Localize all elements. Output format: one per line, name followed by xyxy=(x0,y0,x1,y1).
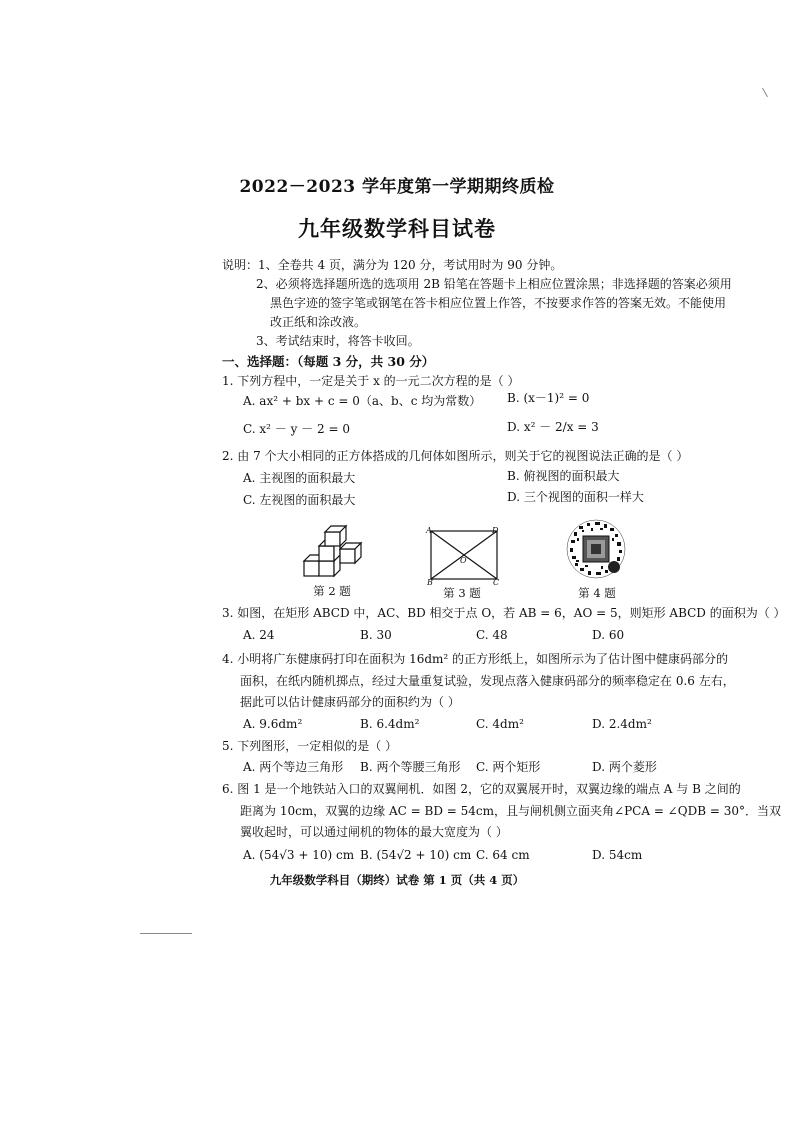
q2-option-d: D. 三个视图的面积一样大 xyxy=(507,490,644,504)
figure4-caption: 第 4 题 xyxy=(578,586,616,600)
q6-line-2: 距离为 10cm，双翼的边缘 AC = BD = 54cm，且与闸机侧立面夹角∠PCA = ∠QDB = 30°．当双 xyxy=(240,804,781,818)
q6-option-a: A. (54√3 + 10) cm xyxy=(243,848,355,862)
q2-option-c: C. 左视图的面积最大 xyxy=(243,493,356,507)
q4-option-b: B. 6.4dm² xyxy=(360,717,420,731)
q1-option-d: D. x² － 2/x = 3 xyxy=(507,420,599,434)
q2-option-a: A. 主视图的面积最大 xyxy=(243,471,356,485)
q5-option-c: C. 两个矩形 xyxy=(476,760,541,774)
q3-stem: 3. 如图，在矩形 ABCD 中，AC、BD 相交于点 O，若 AB = 6，AO = 5，则矩形 ABCD 的面积为（ ） xyxy=(222,606,786,620)
rect-label-a: A xyxy=(426,526,432,535)
q4-line-2: 面积，在纸内随机掷点，经过大量重复试验，发现点落入健康码部分的频率稳定在 0.6 左右， xyxy=(240,674,735,688)
figure3-caption: 第 3 题 xyxy=(443,586,481,600)
note-line-1: 说明：1、全卷共 4 页，满分为 120 分，考试用时为 90 分钟。 xyxy=(222,258,563,272)
q5-option-a: A. 两个等边三角形 xyxy=(243,760,344,774)
q1-option-a: A. ax² + bx + c = 0（a、b、c 均为常数） xyxy=(243,394,482,408)
note-line-4: 改正纸和涂改液。 xyxy=(270,315,367,329)
health-code-figure xyxy=(565,518,627,580)
cube-solid-figure xyxy=(296,523,376,579)
q3-option-c: C. 48 xyxy=(476,628,508,642)
q3-option-b: B. 30 xyxy=(360,628,392,642)
section-heading: 一、选择题：（每题 3 分，共 30 分） xyxy=(222,354,435,369)
q6-line-3: 翼收起时，可以通过闸机的物体的最大宽度为（ ） xyxy=(240,825,508,839)
q4-option-d: D. 2.4dm² xyxy=(592,717,652,731)
q4-line-3: 据此可以估计健康码部分的面积约为（ ） xyxy=(240,695,460,709)
exam-title-line2: 九年级数学科目试卷 xyxy=(298,216,496,241)
q1-stem: 1. 下列方程中，一定是关于 x 的一元二次方程的是（ ） xyxy=(222,374,520,388)
rect-label-d: D xyxy=(492,526,499,535)
q4-option-c: C. 4dm² xyxy=(476,717,524,731)
scan-mark xyxy=(140,933,192,934)
q3-option-a: A. 24 xyxy=(243,628,275,642)
q6-option-d: D. 54cm xyxy=(592,848,643,862)
rect-label-o: O xyxy=(460,556,467,565)
q5-option-b: B. 两个等腰三角形 xyxy=(360,760,461,774)
q2-option-b: B. 俯视图的面积最大 xyxy=(507,469,620,483)
page-footer: 九年级数学科目（期终）试卷 第 1 页（共 4 页） xyxy=(269,873,525,887)
q6-line-1: 6. 图 1 是一个地铁站入口的双翼闸机．如图 2，它的双翼展开时，双翼边缘的端点 A 与 B 之间的 xyxy=(222,782,741,796)
q6-option-b: B. (54√2 + 10) cm xyxy=(360,848,472,862)
note-line-3: 黑色字迹的签字笔或钢笔在答卡相应位置上作答，不按要求作答的答案无效。不能使用 xyxy=(270,296,727,310)
note-line-2: 2、必须将选择题所选的选项用 2B 铅笔在答题卡上相应位置涂黑；非选择题的答案必须用 xyxy=(256,277,732,291)
q2-stem: 2. 由 7 个大小相同的正方体搭成的几何体如图所示，则关于它的视图说法正确的是（ ） xyxy=(222,449,689,463)
q6-option-c: C. 64 cm xyxy=(476,848,530,862)
q3-option-d: D. 60 xyxy=(592,628,625,642)
q1-option-c: C. x² － y － 2 = 0 xyxy=(243,422,350,436)
q4-option-a: A. 9.6dm² xyxy=(243,717,303,731)
scan-mark xyxy=(762,88,768,97)
q5-option-d: D. 两个菱形 xyxy=(592,760,657,774)
figure2-caption: 第 2 题 xyxy=(313,584,351,598)
rect-label-b: B xyxy=(427,578,433,587)
q4-line-1: 4. 小明将广东健康码打印在面积为 16dm² 的正方形纸上，如图所示为了估计图中健康码部分的 xyxy=(222,652,729,666)
q5-stem: 5. 下列图形，一定相似的是（ ） xyxy=(222,739,398,753)
exam-title-line1: 2022－2023 学年度第一学期期终质检 xyxy=(239,177,555,197)
rect-label-c: C xyxy=(493,578,500,587)
note-line-5: 3、考试结束时，将答卡收回。 xyxy=(256,334,420,348)
q1-option-b: B. (x－1)² = 0 xyxy=(507,391,590,405)
